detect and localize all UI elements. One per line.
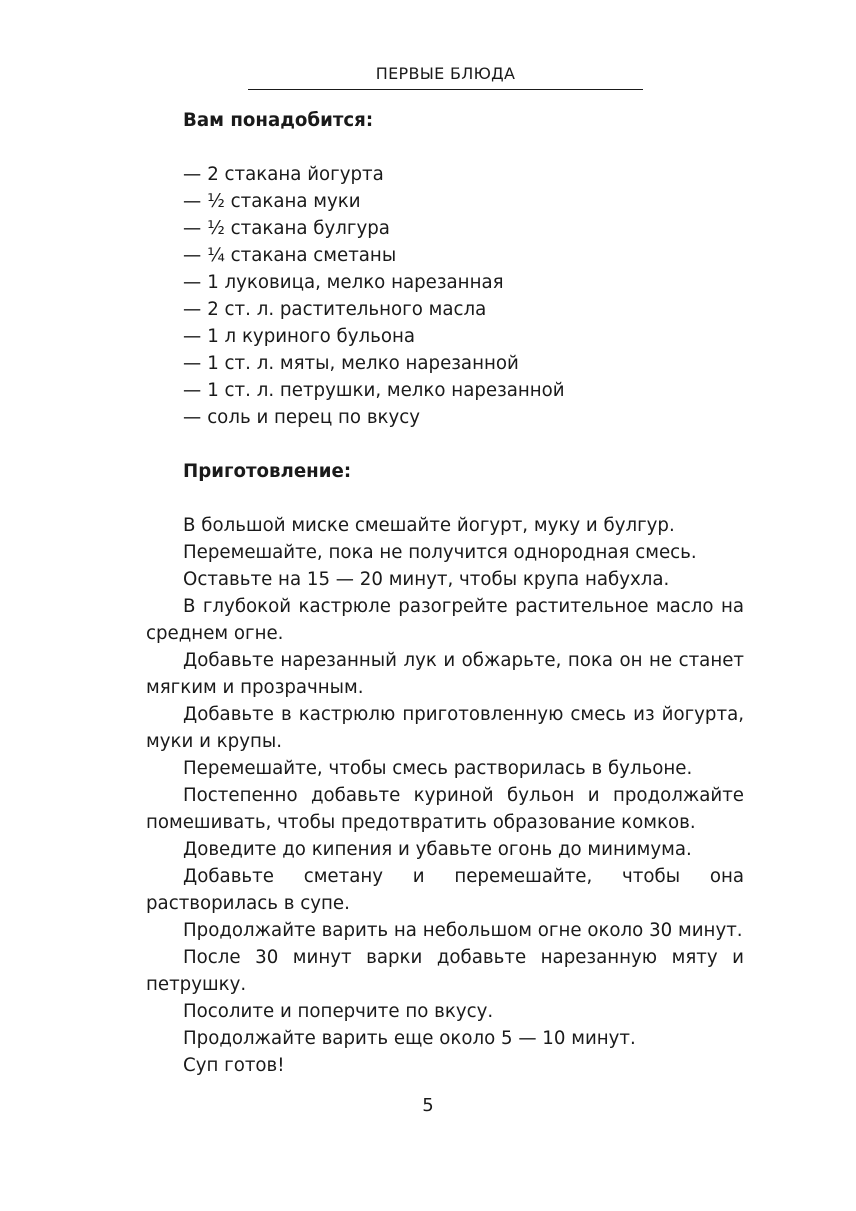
spacer <box>146 134 744 161</box>
instruction-paragraph: Добавьте нарезанный лук и обжарьте, пока он не станет мягким и прозрачным. <box>146 650 744 698</box>
instruction-paragraph: Добавьте сметану и перемешайте, чтобы она растворилась в супе. <box>146 866 744 914</box>
list-dash: — <box>183 407 202 428</box>
spacer <box>146 431 744 458</box>
ingredient-text: соль и перец по вкусу <box>207 407 421 428</box>
list-dash: — <box>183 164 202 185</box>
instruction-paragraph: Продолжайте варить на небольшом огне около 30 минут. <box>183 920 743 941</box>
instruction-paragraph: Перемешайте, пока не получится однородная смесь. <box>183 542 697 563</box>
ingredient-text: ½ стакана булгура <box>207 218 390 239</box>
instruction-paragraph: Добавьте в кастрюлю приготовленную смесь из йогурта, муки и крупы. <box>146 704 744 752</box>
list-dash: — <box>183 299 202 320</box>
ingredient-item <box>183 377 744 404</box>
list-dash: — <box>183 218 202 239</box>
ingredient-item <box>183 269 744 296</box>
instruction-paragraph: В большой миске смешайте йогурт, муку и булгур. <box>183 515 675 536</box>
preparation-title: Приготовление: <box>183 461 352 482</box>
list-dash: — <box>183 380 202 401</box>
list-dash: — <box>183 326 202 347</box>
ingredient-text: 1 луковица, мелко нарезанная <box>207 272 504 293</box>
list-dash: — <box>183 245 202 266</box>
ingredient-text: ¼ стакана сметаны <box>207 245 397 266</box>
list-dash: — <box>183 191 202 212</box>
ingredient-item <box>183 350 744 377</box>
ingredient-item <box>183 242 744 269</box>
page-number: 5 <box>422 1095 434 1116</box>
list-dash: — <box>183 272 202 293</box>
instruction-paragraph: В глубокой кастрюле разогрейте растительное масло на среднем огне. <box>146 596 744 644</box>
instruction-paragraph: Продолжайте варить еще около 5 — 10 минут. <box>183 1028 636 1049</box>
ingredient-text: 2 ст. л. растительного масла <box>207 299 487 320</box>
ingredient-text: 1 ст. л. мяты, мелко нарезанной <box>207 353 519 374</box>
page-content <box>146 107 744 1079</box>
ingredient-text: ½ стакана муки <box>207 191 361 212</box>
ingredient-item <box>183 215 744 242</box>
instruction-paragraph: Суп готов! <box>183 1055 285 1076</box>
instruction-paragraph: После 30 минут варки добавьте нарезанную мяту и петрушку. <box>146 947 744 995</box>
ingredient-text: 2 стакана йогурта <box>207 164 384 185</box>
ingredient-item <box>183 323 744 350</box>
ingredient-text: 1 ст. л. петрушки, мелко нарезанной <box>207 380 565 401</box>
instruction-paragraph: Доведите до кипения и убавьте огонь до минимума. <box>183 839 692 860</box>
instruction-paragraph: Оставьте на 15 — 20 минут, чтобы крупа набухла. <box>183 569 670 590</box>
instruction-paragraph: Посолите и поперчите по вкусу. <box>183 1001 494 1022</box>
list-dash: — <box>183 353 202 374</box>
instruction-paragraph: Перемешайте, чтобы смесь растворилась в бульоне. <box>183 758 693 779</box>
ingredient-item <box>183 188 744 215</box>
running-header: ПЕРВЫЕ БЛЮДА <box>248 64 643 90</box>
ingredient-item <box>183 161 744 188</box>
ingredients-list <box>146 161 744 431</box>
spacer <box>146 485 744 512</box>
ingredient-text: 1 л куриного бульона <box>207 326 416 347</box>
ingredient-item <box>183 296 744 323</box>
instruction-paragraph: Постепенно добавьте куриной бульон и продолжайте помешивать, чтобы предотвратить образование комков. <box>146 785 744 833</box>
ingredient-item <box>183 404 744 431</box>
ingredients-title: Вам понадобится: <box>183 110 374 131</box>
